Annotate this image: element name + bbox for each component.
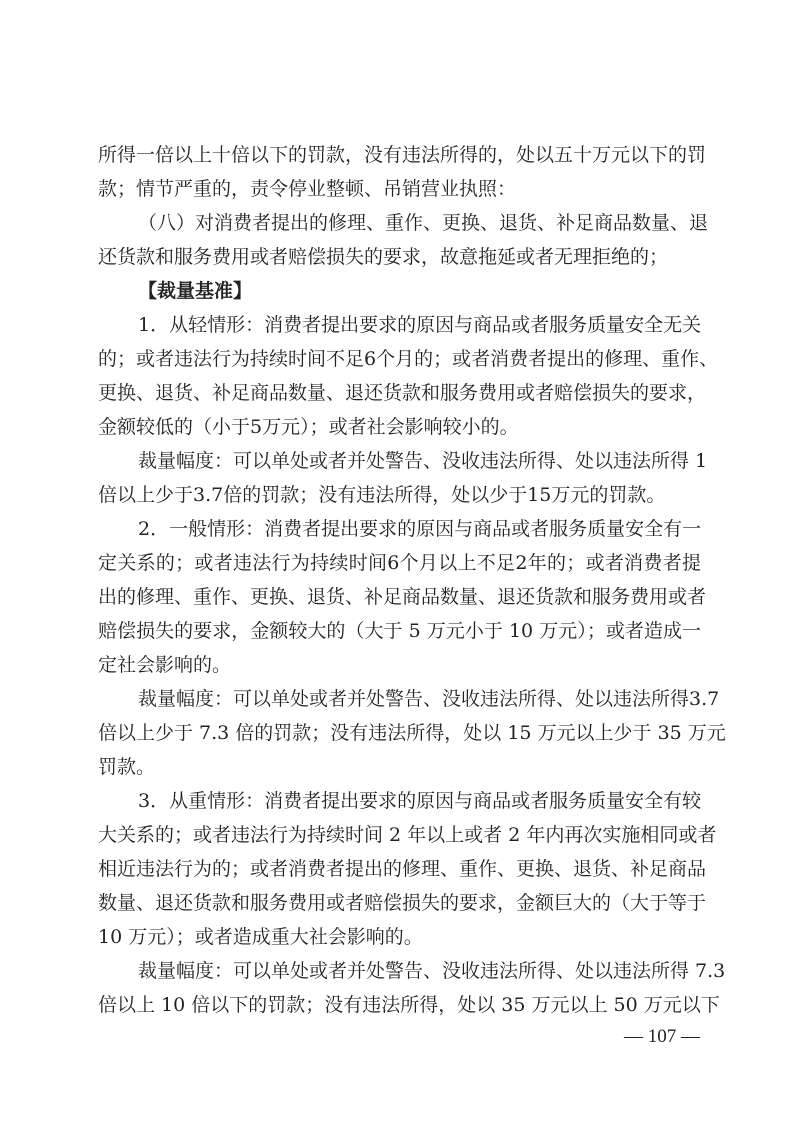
section-heading: 【裁量基准】 [138, 280, 253, 302]
text-line: 罚款。 [98, 756, 156, 778]
text-line: 更换、退货、补足商品数量、退还货款和服务费用或者赔偿损失的要求， [98, 382, 707, 404]
text-line: 倍以上 10 倍以下的罚款；没有违法所得，处以 35 万元以上 50 万元以下 [98, 994, 720, 1016]
text-line: 款；情节严重的，责令停业整顿、吊销营业执照： [98, 178, 517, 200]
text-line: 的；或者违法行为持续时间不足6个月的；或者消费者提出的修理、重作、 [98, 348, 719, 370]
text-line: 倍以上少于3.7倍的罚款；没有违法所得，处以少于15万元的罚款。 [98, 484, 666, 506]
text-line: 1．从轻情形：消费者提出要求的原因与商品或者服务质量安全无关 [138, 314, 702, 336]
text-line: 还货款和服务费用或者赔偿损失的要求，故意拖延或者无理拒绝的； [98, 246, 669, 268]
text-line: 裁量幅度：可以单处或者并处警告、没收违法所得、处以违法所得3.7 [138, 688, 720, 710]
text-line: 出的修理、重作、更换、退货、补足商品数量、退还货款和服务费用或者 [98, 586, 707, 608]
text-line: 10 万元）；或者造成重大社会影响的。 [98, 926, 423, 948]
document-body [98, 138, 726, 1022]
page-number: — 107 — [624, 1026, 700, 1047]
text-line: 2．一般情形：消费者提出要求的原因与商品或者服务质量安全有一 [138, 518, 702, 540]
text-line: 大关系的；或者违法行为持续时间 2 年以上或者 2 年内再次实施相同或者 [98, 824, 717, 846]
text-line: 金额较低的（小于5万元）；或者社会影响较小的。 [98, 416, 519, 438]
text-line: 裁量幅度：可以单处或者并处警告、没收违法所得、处以违法所得 7.3 [138, 960, 726, 982]
text-line: 定社会影响的。 [98, 654, 232, 676]
text-line: 3．从重情形：消费者提出要求的原因与商品或者服务质量安全有较 [138, 790, 702, 812]
text-line: 定关系的；或者违法行为持续时间6个月以上不足2年的；或者消费者提 [98, 552, 701, 574]
text-line: 倍以上少于 7.3 倍的罚款；没有违法所得，处以 15 万元以上少于 35 万元 [98, 722, 726, 744]
text-line: 相近违法行为的；或者消费者提出的修理、重作、更换、退货、补足商品 [98, 858, 707, 880]
text-line: （八）对消费者提出的修理、重作、更换、退货、补足商品数量、退 [138, 212, 709, 234]
text-line: 数量、退还货款和服务费用或者赔偿损失的要求，金额巨大的（大于等于 [98, 892, 707, 914]
text-line: 裁量幅度：可以单处或者并处警告、没收违法所得、处以违法所得 1 [138, 450, 708, 472]
text-line: 所得一倍以上十倍以下的罚款，没有违法所得的，处以五十万元以下的罚 [98, 144, 707, 166]
text-line: 赔偿损失的要求，金额较大的（大于 5 万元小于 10 万元）；或者造成一 [98, 620, 701, 642]
